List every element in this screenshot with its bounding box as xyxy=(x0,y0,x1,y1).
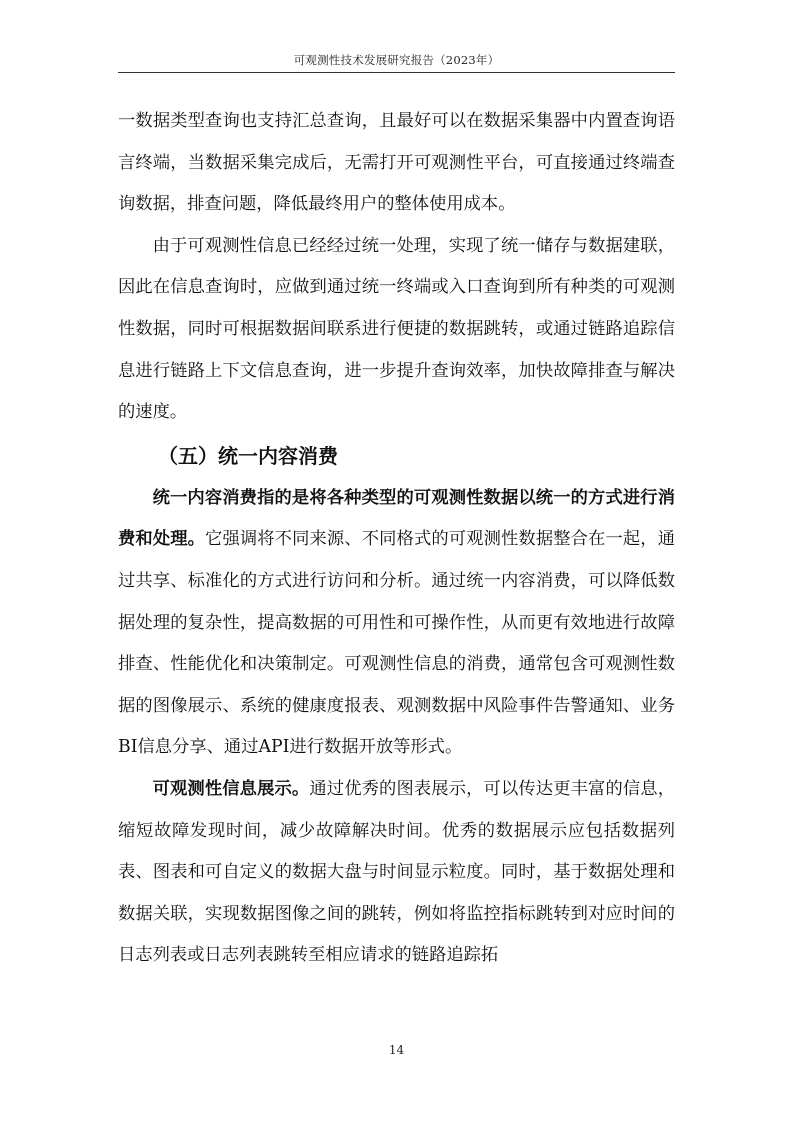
page-number: 14 xyxy=(388,1043,405,1057)
paragraph-lead-bold: 可观测性信息展示。 xyxy=(152,778,310,799)
body-text xyxy=(118,101,675,977)
paragraph-body: 通过优秀的图表展示，可以传达更丰富的信息，缩短故障发现时间，减少故障解决时间。优秀的数据展示应包括数据列表、图表和可自定义的数据大盘与时间显示粒度。同时，基于数据处理和数据关联，实现数据图像之间的跳转，例如将监控指标跳转到对应时间的日志列表或日志列表跳转至相应请求的链路追踪拓 xyxy=(118,778,675,966)
header-rule xyxy=(118,72,675,73)
paragraph-body: 它强调将不同来源、不同格式的可观测性数据整合在一起，通过共享、标准化的方式进行访问和分析。通过统一内容消费，可以降低数据处理的复杂性，提高数据的可用性和可操作性，从而更有效地进行故障排查、性能优化和决策制定。可观测性信息的消费，通常包含可观测性数据的图像展示、系统的健康度报表、观测数据中风险事件告警通知、业务BI信息分享、通过API进行数据开放等形式。 xyxy=(118,529,675,758)
paragraph-unified-query: 由于可观测性信息已经经过统一处理，实现了统一储存与数据建联，因此在信息查询时，应做到通过统一终端或入口查询到所有种类的可观测性数据，同时可根据数据间联系进行便捷的数据跳转，或通过链路追踪信息进行链路上下文信息查询，进一步提升查询效率，加快故障排查与解决的速度。 xyxy=(118,235,675,423)
paragraph-unified-consumption xyxy=(118,478,675,769)
section-heading: （五）统一内容消费 xyxy=(158,443,338,468)
paragraph-lead-bold: 统一内容消费指的是将各种类型的可观测性数据以统一的方式进行消费和处理。 xyxy=(118,487,675,550)
running-header: 可观测性技术发展研究报告（2023年） xyxy=(293,53,500,67)
paragraph-query-terminal: 一数据类型查询也支持汇总查询，且最好可以在数据采集器中内置查询语言终端，当数据采集完成后，无需打开可观测性平台，可直接通过终端查询数据，排查问题，降低最终用户的整体使用成本。 xyxy=(118,111,675,215)
paragraph-observability-display xyxy=(118,769,675,977)
